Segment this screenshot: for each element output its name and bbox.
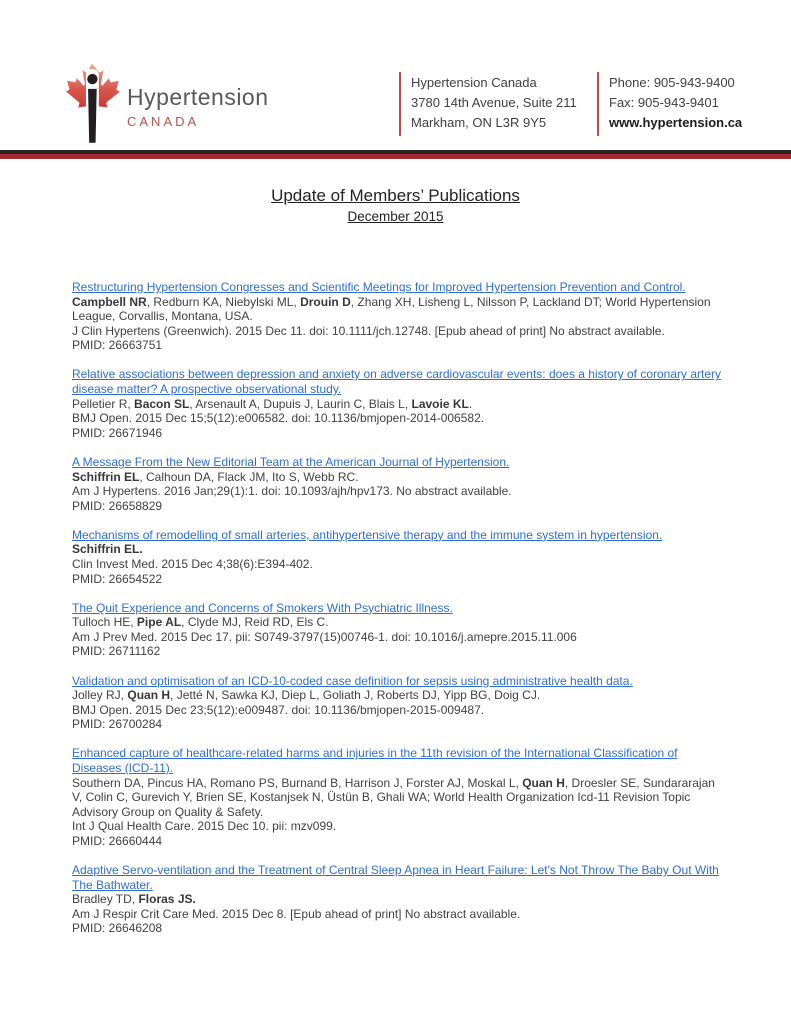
publication-pmid: PMID: 26654522 (72, 571, 163, 586)
publication-title-link[interactable]: Mechanisms of remodelling of small arteries, antihypertensive therapy and the immune system in hypertension. (72, 527, 663, 542)
publication-entry (72, 280, 728, 353)
publication-entry (72, 674, 728, 732)
publication-pmid: PMID: 26660444 (72, 834, 163, 848)
publication-citation: BMJ Open. 2015 Dec 15;5(12):e006582. doi: 10.1136/bmjopen-2014-006582. (72, 411, 485, 426)
publication-pmid: PMID: 26646208 (72, 921, 163, 936)
publication-citation: BMJ Open. 2015 Dec 23;5(12):e009487. doi: 10.1136/bmjopen-2015-009487. (72, 702, 485, 717)
phone-block (609, 73, 742, 133)
header-divider (597, 72, 599, 136)
phone-number: Phone: 905-943-9400 (609, 75, 735, 90)
publication-citation: J Clin Hypertens (Greenwich). 2015 Dec 11. doi: 10.1111/jch.12748. [Epub ahead of print] No abstract available. (72, 323, 665, 338)
publication-citation: Am J Respir Crit Care Med. 2015 Dec 8. [Epub ahead of print] No abstract available. (72, 906, 521, 921)
publication-authors: Pelletier R, Bacon SL, Arsenault A, Dupuis J, Laurin C, Blais L, Lavoie KL. (72, 396, 473, 411)
website-url: www.hypertension.ca (609, 115, 743, 130)
header-divider (399, 72, 401, 136)
publication-citation: Int J Qual Health Care. 2015 Dec 10. pii: mzv099. (72, 819, 337, 834)
publication-title-link[interactable]: Validation and optimisation of an ICD-10-coded case definition for sepsis using administrative health data. (72, 673, 633, 688)
publication-title-link[interactable]: Adaptive Servo-ventilation and the Treatment of Central Sleep Apnea in Heart Failure: Let's Not Throw The Baby Out With The Bathwater. (72, 863, 719, 892)
publication-authors: Southern DA, Pincus HA, Romano PS, Burnand B, Harrison J, Forster AJ, Moskal L, Quan H, Droesler SE, Sundararajan V, Colin C, Gurevich Y, Brien SE, Kostanjsek N, Üstün B, Ghali WA; World Health Organization Icd-11 Revision Topic Advisory Group on Quality & Safety. (72, 775, 715, 819)
publication-citation: Am J Hypertens. 2016 Jan;29(1):1. doi: 10.1093/ajh/hpv173. No abstract available. (72, 484, 512, 499)
fax-number: Fax: 905-943-9401 (609, 95, 719, 110)
publication-pmid: PMID: 26663751 (72, 338, 163, 353)
maple-leaf-icon (54, 62, 130, 150)
org-name: Hypertension Canada (411, 75, 537, 90)
letterhead-rule (0, 150, 791, 159)
letterhead (0, 0, 791, 150)
logo-wordmark (127, 84, 269, 129)
publication-authors: Schiffrin EL, Calhoun DA, Flack JM, Ito S, Webb RC. (72, 469, 359, 484)
publication-pmid: PMID: 26671946 (72, 425, 163, 440)
publication-entry (72, 601, 728, 659)
publication-title-link[interactable]: Enhanced capture of healthcare-related harms and injuries in the 11th revision of the International Classification of Diseases (ICD-11). (72, 746, 678, 776)
logo-text-hypertension: Hypertension (127, 84, 269, 110)
publication-authors: Tulloch HE, Pipe AL, Clyde MJ, Reid RD, Els C. (72, 615, 329, 630)
city-address: Markham, ON L3R 9Y5 (411, 115, 547, 130)
publication-entry (72, 746, 728, 848)
publication-authors: Bradley TD, Floras JS. (72, 892, 196, 907)
publication-entry (72, 455, 728, 513)
publication-title-link[interactable]: Relative associations between depression and anxiety on adverse cardiovascular events: does a history of coronary artery disease matter? A prospective observational study. (72, 367, 722, 397)
address-block (411, 73, 577, 133)
publication-authors: Campbell NR, Redburn KA, Niebylski ML, Drouin D, Zhang XH, Lisheng L, Nilsson P, Lackland DT; World Hypertension League, Corvallis, Montana, USA. (72, 294, 711, 324)
page-title: Update of Members’ Publications (271, 186, 520, 205)
hypertension-canada-logo (54, 62, 130, 150)
publication-title-link[interactable]: Restructuring Hypertension Congresses and Scientific Meetings for Improved Hypertension Prevention and Control. (72, 280, 686, 294)
page-subtitle: December 2015 (347, 209, 444, 224)
publications-list (72, 280, 728, 951)
publication-title-link[interactable]: The Quit Experience and Concerns of Smokers With Psychiatric Illness. (72, 600, 453, 615)
publication-pmid: PMID: 26711162 (72, 644, 161, 659)
street-address: 3780 14th Avenue, Suite 211 (411, 95, 577, 110)
publication-title-link[interactable]: A Message From the New Editorial Team at the American Journal of Hypertension. (72, 454, 510, 469)
publication-entry (72, 528, 728, 586)
publication-entry (72, 863, 728, 936)
publication-citation: Am J Prev Med. 2015 Dec 17. pii: S0749-3797(15)00746-1. doi: 10.1016/j.amepre.2015.11.006 (72, 629, 577, 644)
logo-text-canada: CANADA (127, 114, 200, 129)
publication-pmid: PMID: 26658829 (72, 498, 163, 513)
publication-authors: Jolley RJ, Quan H, Jetté N, Sawka KJ, Diep L, Goliath J, Roberts DJ, Yipp BG, Doig CJ. (72, 688, 541, 703)
publication-pmid: PMID: 26700284 (72, 717, 163, 732)
publication-citation: Clin Invest Med. 2015 Dec 4;38(6):E394-402. (72, 557, 313, 571)
rule-red-bar (0, 154, 791, 159)
publication-entry (72, 367, 728, 440)
publication-authors: Schiffrin EL. (72, 542, 143, 557)
